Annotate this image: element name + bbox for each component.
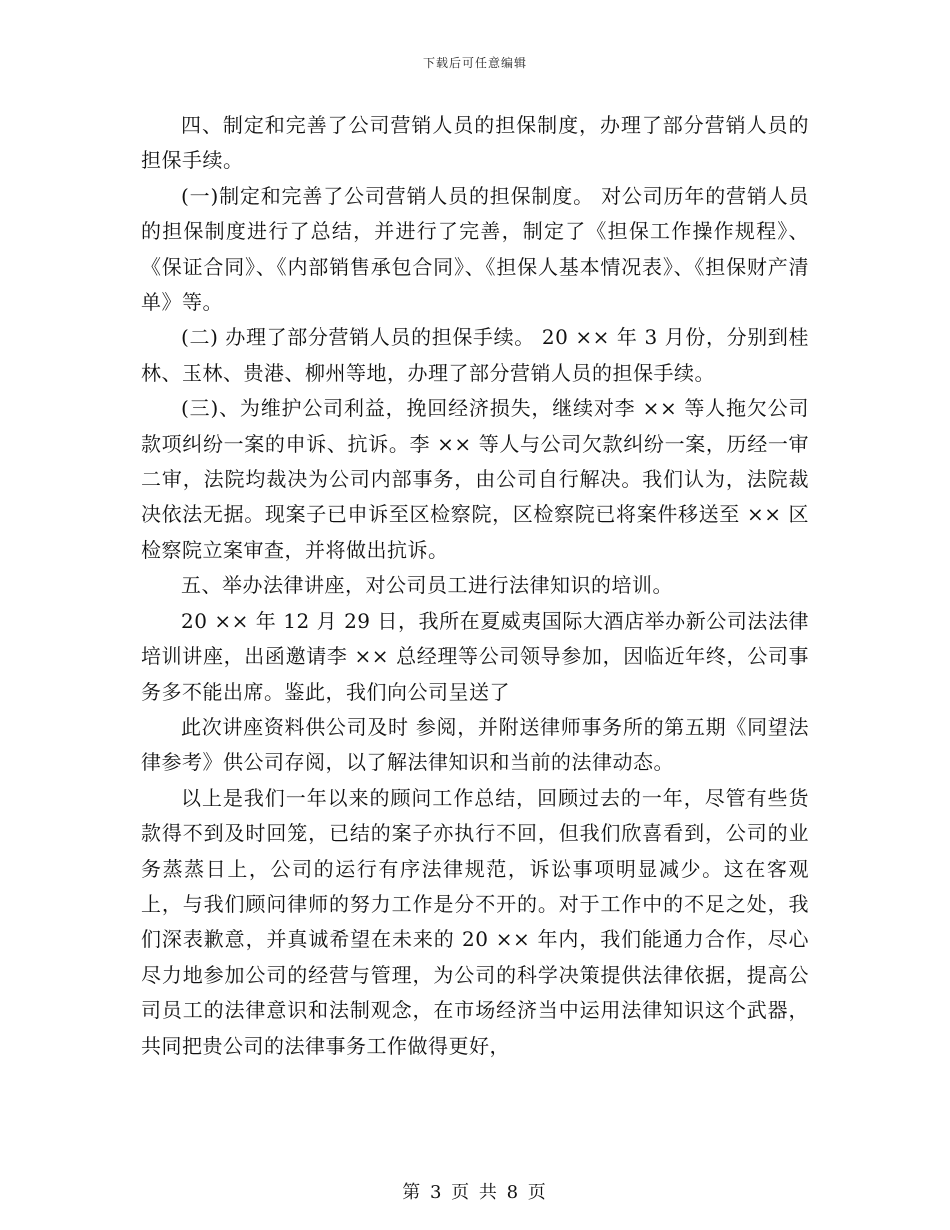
paragraph-legal-lecture: 20 ×× 年 12 月 29 日，我所在夏威夷国际大酒店举办新公司法法律培训讲座，出函邀请李 ×× 总经理等公司领导参加，因临近年终，公司事务多不能出席。鉴此，我们向公司呈送了 <box>141 608 809 704</box>
paragraph-guarantee-system: (一)制定和完善了公司营销人员的担保制度。 对公司历年的营销人员的担保制度进行了总结，并进行了完善，制定了《担保工作操作规程》、《保证合同》、《内部销售承包合同》、《担保人基本情况表》、《担保财产清单》等。 <box>141 183 809 315</box>
section-five-heading: 五、举办法律讲座，对公司员工进行法律知识的培训。 <box>181 573 673 598</box>
section-four-heading: 四、制定和完善了公司营销人员的担保制度，办理了部分营销人员的担保手续。 <box>141 113 809 173</box>
page-number: 第 3 页 共 8 页 <box>402 1182 548 1203</box>
paragraph-guarantee-procedures: (二) 办理了部分营销人员的担保手续。 20 ×× 年 3 月份，分别到桂林、玉林、贵港、柳州等地，办理了部分营销人员的担保手续。 <box>141 325 809 385</box>
paragraph-lecture-materials: 此次讲座资料供公司及时 参阅，并附送律师事务所的第五期《同望法律参考》供公司存阅，以了解法律知识和当前的法律动态。 <box>141 714 809 775</box>
paragraph-summary: 以上是我们一年以来的顾问工作总结，回顾过去的一年，尽管有些货款得不到及时回笼，已结的案子亦执行不回，但我们欣喜看到，公司的业务蒸蒸日上，公司的运行有序法律规范，诉讼事项明显减少。这在客观上，与我们顾问律师的努力工作是分不开的。对于工作中的不足之处，我们深表歉意，并真诚希望在未来的 20 ×× 年内，我们能通力合作，尽心尽力地参加公司的经营与管理，为公司的科学决策提供法律依据，提高公司员工的法律意识和法制观念，在市场经济当中运用法律知识这个武器，共同把贵公司的法律事务工作做得更好， <box>141 785 809 1058</box>
document-body <box>141 108 809 1064</box>
paragraph-appeal-case: (三)、为维护公司利益，挽回经济损失，继续对李 ×× 等人拖欠公司款项纠纷一案的申诉、抗诉。李 ×× 等人与公司欠款纠纷一案，历经一审二审，法院均裁决为公司内部事务，由公司自行解决。我们认为，法院裁决依法无据。现案子已申诉至区检察院，区检察院已将案件移送至 ×× 区检察院立案审查，并将做出抗诉。 <box>141 396 809 562</box>
page-header-note: 下载后可任意编辑 <box>422 56 527 70</box>
